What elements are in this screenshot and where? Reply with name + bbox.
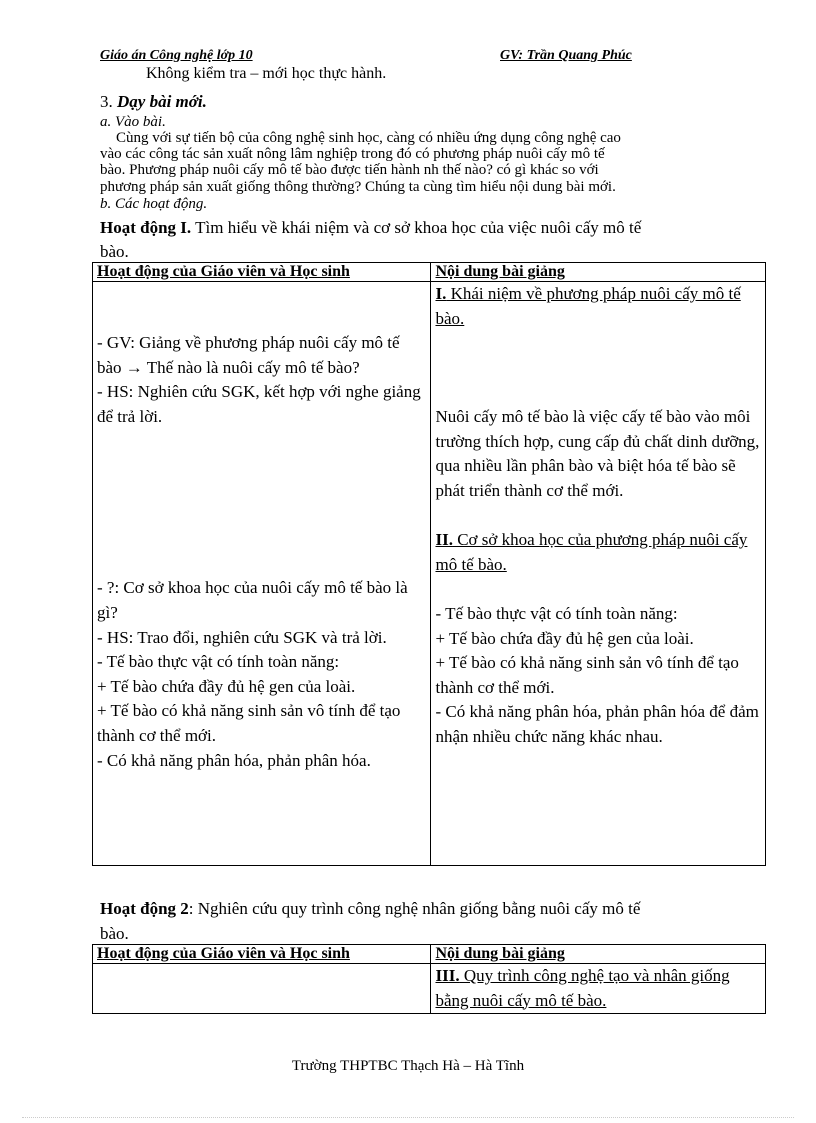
table-1-col-teacher: Hoạt động của Giáo viên và Học sinh: [93, 263, 431, 282]
hs-answer-1: - HS: Nghiên cứu SGK, kết hợp với nghe giảng để trả lời.: [97, 382, 421, 426]
heading-2: [435, 528, 761, 577]
table-1-col-content: Nội dung bài giảng: [431, 263, 766, 282]
heading-2-num: II.: [435, 530, 453, 550]
activity-1-cont: bào.: [100, 242, 129, 261]
heading-3-num: III.: [435, 966, 460, 985]
subsection-b: b. Các hoạt động.: [100, 196, 208, 212]
definition: Nuôi cấy mô tế bào là việc cấy tế bào vào môi trường thích hợp, cung cấp đủ chất dinh dưỡng, qua nhiều lần phân bào và biệt hóa tế bào sẽ phát triển thành cơ thể mới.: [435, 407, 760, 500]
left-item-4: - Có khả năng phân hóa, phản phân hóa.: [97, 750, 371, 770]
heading-3-text: Quy trình công nghệ tạo và nhân giống bằng nuôi cấy mô tế bào.: [435, 966, 730, 1010]
left-item-2: + Tế bào chứa đầy đủ hệ gen của loài.: [97, 676, 356, 696]
activity-1-table: [92, 262, 766, 866]
question-2: - ?: Cơ sở khoa học của nuôi cấy mô tế bào là gì?: [97, 578, 408, 622]
activity-1-heading: [100, 218, 641, 238]
left-item-3: + Tế bào có khả năng sinh sản vô tính để tạo thành cơ thể mới.: [97, 701, 401, 745]
section-title: Dạy bài mới.: [117, 92, 207, 111]
activity-1-text: Tìm hiểu về khái niệm và cơ sở khoa học của việc nuôi cấy mô tế: [191, 218, 642, 237]
table-2-left-cell: [93, 964, 431, 1014]
right-item-2: + Tế bào chứa đầy đủ hệ gen của loài.: [435, 628, 694, 648]
header-right: GV: Trần Quang Phúc: [500, 48, 632, 63]
intro-line: Không kiểm tra – mới học thực hành.: [146, 65, 387, 82]
right-item-4: - Có khả năng phân hóa, phản phân hóa để đảm nhận nhiều chức năng khác nhau.: [435, 702, 759, 746]
heading-2-text: Cơ sở khoa học của phương pháp nuôi cấy mô tế bào.: [435, 530, 748, 574]
table-2-right-cell: [431, 964, 766, 1014]
table-2-col-content: Nội dung bài giảng: [431, 945, 766, 964]
section-3-heading: [100, 92, 207, 112]
section-number: 3.: [100, 92, 113, 111]
activity-2-heading: [100, 899, 640, 919]
table-2-col-teacher: Hoạt động của Giáo viên và Học sinh: [93, 945, 431, 964]
header-left: Giáo án Công nghệ lớp 10: [100, 48, 253, 63]
para-line-2: vào các công tác sản xuất nông lâm nghiệp trong đó có phương pháp nuôi cấy mô tế: [100, 146, 605, 162]
activity-2-cont: bào.: [100, 924, 129, 943]
right-item-3: + Tế bào có khả năng sinh sản vô tính để tạo thành cơ thể mới.: [435, 653, 739, 697]
heading-1-num: I.: [435, 284, 447, 303]
left-item-1: - Tế bào thực vật có tính toàn năng:: [97, 652, 340, 672]
para-line-4: phương pháp sản xuất giống thông thường? Chúng ta cùng tìm hiểu nội dung bài mới.: [100, 179, 616, 195]
gv-explain: - GV: Giảng về phương pháp nuôi cấy mô tế bào → Thế nào là nuôi cấy mô tế bào?: [97, 333, 400, 377]
activity-2-text: : Nghiên cứu quy trình công nghệ nhân giống bằng nuôi cấy mô tế: [188, 899, 641, 918]
activity-1-label: Hoạt động I.: [100, 218, 192, 237]
hs-answer-2: - HS: Trao đổi, nghiên cứu SGK và trả lời.: [97, 627, 387, 647]
activity-2-label: Hoạt động 2: [100, 899, 189, 918]
para-line-3: bào. Phương pháp nuôi cấy mô tế bào được tiến hành nh thế nào? có gì khác so với: [100, 162, 599, 178]
activity-2-table: [92, 944, 766, 1014]
right-item-1: - Tế bào thực vật có tính toàn năng:: [435, 603, 678, 623]
table-1-right-cell: [431, 282, 766, 866]
page-bottom-divider: [22, 1117, 794, 1118]
table-1-left-cell: [93, 282, 431, 866]
heading-3: [435, 964, 761, 1013]
para-line-1: Cùng với sự tiến bộ của công nghệ sinh học, càng có nhiều ứng dụng công nghệ cao: [116, 130, 621, 146]
heading-1-text: Khái niệm về phương pháp nuôi cấy mô tế bào.: [435, 284, 741, 328]
page-footer: Trường THPTBC Thạch Hà – Hà Tĩnh: [291, 1058, 525, 1074]
heading-1: [435, 282, 761, 331]
subsection-a: a. Vào bài.: [100, 114, 166, 130]
